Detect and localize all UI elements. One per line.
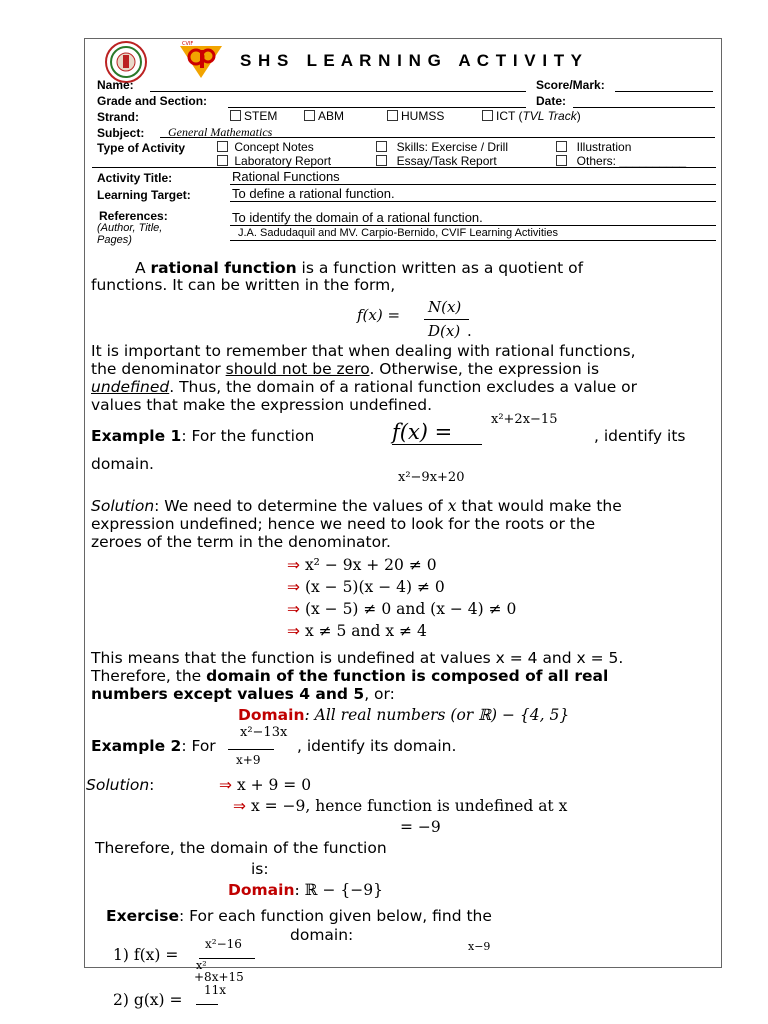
conclusion2-line-2: is: [251, 860, 269, 878]
solution1-line-2: expression undefined; hence we need to look for the roots or the [91, 515, 596, 533]
date-label: Date: [536, 94, 567, 108]
checkbox-icon[interactable] [482, 110, 493, 121]
q1-label: 1) f(x) = [113, 946, 179, 964]
example1-denominator: x²−9x+20 [398, 470, 465, 485]
grade-label: Grade and Section: [97, 94, 208, 108]
example2-numerator: x²−13x [240, 725, 288, 740]
conclusion2-line-1: Therefore, the domain of the function [95, 839, 387, 857]
q1-denominator-1: x² [196, 959, 207, 972]
divider [92, 167, 716, 168]
checkbox-icon[interactable] [217, 141, 228, 152]
name-label: Name: [97, 78, 134, 92]
checkbox-icon[interactable] [230, 110, 241, 121]
strand-ict[interactable]: ICT (TVL Track) [482, 109, 581, 123]
type-label: Type of Activity [97, 141, 186, 155]
date-field[interactable] [573, 107, 715, 108]
strand-label: Strand: [97, 110, 139, 124]
solution2-step-2: ⇒ x = −9, hence function is undefined at x [233, 797, 568, 815]
q1-numerator: x²−16 [205, 937, 242, 951]
type-others[interactable]: Others: __________ [556, 154, 686, 168]
para2-line-2: the denominator should not be zero. Otherwise, the expression is [91, 360, 600, 378]
checkbox-icon[interactable] [217, 155, 228, 166]
solution1-line-3: zeroes of the term in the denominator. [91, 533, 391, 551]
solution1-line-1: Solution: We need to determine the values of x that would make the [91, 497, 622, 515]
learning-target-line [230, 201, 716, 202]
step-2: ⇒ (x − 5)(x − 4) ≠ 0 [287, 578, 445, 596]
references-label: References: [99, 209, 168, 223]
example1-heading: Example 1: For the function [91, 427, 315, 445]
svg-text:CVIF: CVIF [182, 41, 194, 47]
references-value: J.A. Sadudaquil and MV. Carpio-Bernido, CVIF Learning Activities [238, 227, 558, 239]
q1-denominator-2: +8x+15 [194, 970, 244, 984]
score-field[interactable] [615, 91, 713, 92]
step-1: ⇒ x² − 9x + 20 ≠ 0 [287, 556, 437, 574]
references-line [230, 240, 716, 241]
subject-field [160, 137, 715, 138]
subject-value: General Mathematics [168, 125, 273, 139]
solution2-step-1: ⇒ x + 9 = 0 [219, 776, 312, 794]
domain2: Domain: ℝ − {−9} [228, 881, 383, 899]
grade-field[interactable] [228, 107, 526, 108]
q2-fraction-bar [196, 1004, 218, 1005]
example1-domain-word: domain. [91, 455, 154, 473]
checkbox-icon[interactable] [304, 110, 315, 121]
checkbox-icon[interactable] [556, 141, 567, 152]
type-illustration[interactable]: Illustration [556, 140, 631, 154]
conclusion1-line-2: Therefore, the domain of the function is composed of all real [91, 667, 609, 685]
formula-fraction-bar [424, 319, 469, 320]
exercise-heading: Exercise: For each function given below, find the [106, 907, 492, 925]
strand-abm[interactable]: ABM [304, 109, 344, 123]
formula-numerator: N(x) [428, 298, 462, 316]
formula-lhs: f(x) = [357, 306, 401, 324]
para2-line-3: undefined. Thus, the domain of a rational function excludes a value or [91, 378, 638, 396]
page-title: S H S L E A R N I N G A C T I V I T Y [240, 51, 583, 70]
example1-tail: , identify its [594, 427, 686, 445]
strand-humss[interactable]: HUMSS [387, 109, 444, 123]
strand-stem[interactable]: STEM [230, 109, 277, 123]
exercise-domain-word: domain: [290, 926, 354, 944]
q2-numerator: 11x [204, 983, 227, 997]
q1-fraction-bar [199, 958, 255, 959]
checkbox-icon[interactable] [376, 155, 387, 166]
references-sub: (Author, Title, Pages) [97, 222, 163, 246]
type-skills[interactable]: Skills: Exercise / Drill [376, 140, 508, 154]
solution2-step-2b: = −9 [400, 818, 441, 836]
learning-target-2-line [230, 225, 716, 226]
q2-label: 2) g(x) = [113, 991, 183, 1009]
example1-fraction-bar [392, 444, 482, 445]
para2-line-1: It is important to remember that when dealing with rational functions, [91, 342, 636, 360]
conclusion1-line-1: This means that the function is undefined at values x = 4 and x = 5. [91, 649, 624, 667]
example2-heading: Example 2: For [91, 737, 216, 755]
example1-numerator: x²+2x−15 [491, 412, 558, 427]
intro-line-1: A rational function is a function written as a quotient of [135, 259, 584, 277]
implies-arrow-icon: ⇒ [219, 776, 232, 794]
formula-denominator: D(x) [428, 322, 461, 340]
learning-target-2: To identify the domain of a rational function. [232, 210, 483, 225]
learning-target-value: To define a rational function. [232, 186, 395, 201]
implies-arrow-icon: ⇒ [287, 622, 300, 640]
checkbox-icon[interactable] [556, 155, 567, 166]
activity-title-line [230, 184, 716, 185]
implies-arrow-icon: ⇒ [233, 797, 246, 815]
learning-target-label: Learning Target: [97, 188, 191, 202]
para2-line-4: values that make the expression undefined. [91, 396, 433, 414]
conclusion1-line-3: numbers except values 4 and 5, or: [91, 685, 395, 703]
type-concept-notes[interactable]: Concept Notes [217, 140, 314, 154]
step-3: ⇒ (x − 5) ≠ 0 and (x − 4) ≠ 0 [287, 600, 517, 618]
subject-label: Subject: [97, 126, 145, 140]
implies-arrow-icon: ⇒ [287, 600, 300, 618]
activity-title-label: Activity Title: [97, 171, 173, 185]
q1-side-note: x−9 [468, 940, 491, 953]
example2-fraction-bar [228, 749, 274, 750]
formula-dot: . [467, 322, 472, 340]
domain1: Domain: All real numbers (or ℝ) − {4, 5} [238, 706, 570, 724]
checkbox-icon[interactable] [376, 141, 387, 152]
example2-tail: , identify its domain. [297, 737, 457, 755]
name-field[interactable] [150, 91, 526, 92]
type-essay[interactable]: Essay/Task Report [376, 154, 497, 168]
type-lab-report[interactable]: Laboratory Report [217, 154, 331, 168]
score-label: Score/Mark: [536, 78, 605, 92]
cvif-logo [178, 40, 224, 80]
implies-arrow-icon: ⇒ [287, 578, 300, 596]
solution2-label: Solution: [86, 776, 155, 794]
example2-denominator: x+9 [236, 753, 261, 767]
checkbox-icon[interactable] [387, 110, 398, 121]
step-4: ⇒ x ≠ 5 and x ≠ 4 [287, 622, 427, 640]
intro-line-2: functions. It can be written in the form, [91, 276, 396, 294]
activity-title-value: Rational Functions [232, 169, 340, 184]
implies-arrow-icon: ⇒ [287, 556, 300, 574]
example1-f: f(x) = [392, 420, 453, 444]
